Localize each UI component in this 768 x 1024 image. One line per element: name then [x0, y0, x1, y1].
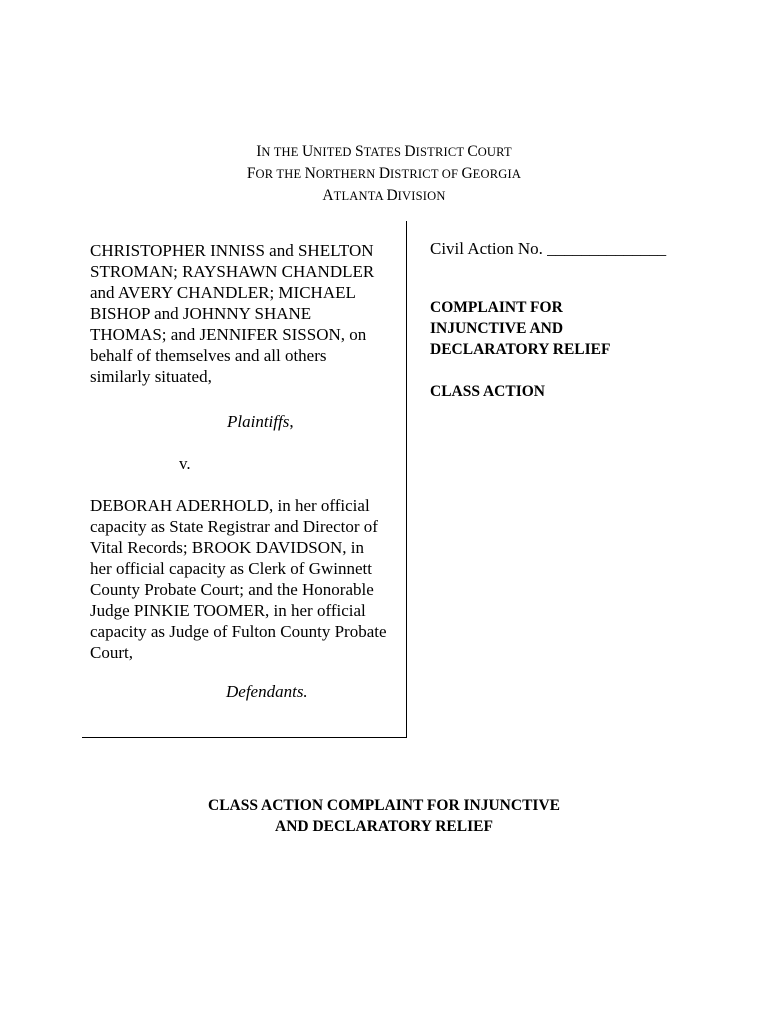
- division-line: [0, 185, 768, 207]
- header-text-segment: D: [404, 143, 416, 160]
- header-text-segment: I: [256, 143, 262, 160]
- header-text-segment: F: [246, 165, 256, 182]
- header-text-segment: G: [461, 165, 473, 182]
- header-text-segment: U: [301, 143, 314, 160]
- header-text-segment: N: [304, 165, 316, 182]
- header-text-segment: OR THE: [255, 167, 305, 181]
- header-text-segment: C: [467, 143, 478, 160]
- caption-vertical-divider: [406, 221, 407, 738]
- district-line: [0, 163, 768, 185]
- header-text-segment: IVISION: [397, 189, 446, 203]
- plaintiffs-label: Plaintiffs,: [227, 412, 294, 431]
- case-info-block: [430, 238, 730, 400]
- header-text-segment: OURT: [477, 145, 512, 159]
- parties-block: [90, 240, 400, 701]
- header-text-segment: ISTRICT OF: [390, 167, 462, 181]
- civil-action-number: Civil Action No. ______________: [430, 239, 667, 258]
- header-text-segment: NITED: [313, 145, 355, 159]
- court-caption-header: [0, 141, 768, 207]
- header-text-segment: ORTHERN: [315, 167, 379, 181]
- defendants-label: Defendants.: [226, 682, 308, 701]
- header-text-segment: S: [354, 143, 364, 160]
- header-text-segment: EORGIA: [472, 167, 522, 181]
- header-text-segment: N THE: [261, 145, 302, 159]
- caption-horizontal-divider: [82, 737, 407, 738]
- versus-label: v.: [179, 454, 191, 473]
- plaintiffs-names: CHRISTOPHER INNISS and SHELTON STROMAN; RAYSHAWN CHANDLER and AVERY CHANDLER; MICHAEL BISHOP and JOHNNY SHANE THOMAS; and JENNIFER SISSON, on behalf of themselves and all others similarly situated,: [90, 241, 375, 386]
- defendants-names: DEBORAH ADERHOLD, in her official capacity as State Registrar and Director of Vital Records; BROOK DAVIDSON, in her official capacity as Clerk of Gwinnett County Probate Court; and the Honorable Judge PINKIE TOOMER, in her official capacity as Judge of Fulton County Probate Court,: [90, 496, 387, 662]
- complaint-type: COMPLAINT FOR INJUNCTIVE AND DECLARATORY RELIEF: [430, 299, 611, 358]
- document-title: CLASS ACTION COMPLAINT FOR INJUNCTIVE AND DECLARATORY RELIEF: [208, 797, 560, 835]
- header-text-segment: A: [322, 187, 334, 204]
- header-text-segment: ISTRICT: [415, 145, 468, 159]
- header-text-segment: D: [386, 187, 398, 204]
- header-text-segment: TLANTA: [333, 189, 387, 203]
- header-text-segment: TATES: [363, 145, 405, 159]
- header-text-segment: D: [378, 165, 391, 182]
- court-name-line: [0, 141, 768, 163]
- class-action-label: CLASS ACTION: [430, 383, 545, 400]
